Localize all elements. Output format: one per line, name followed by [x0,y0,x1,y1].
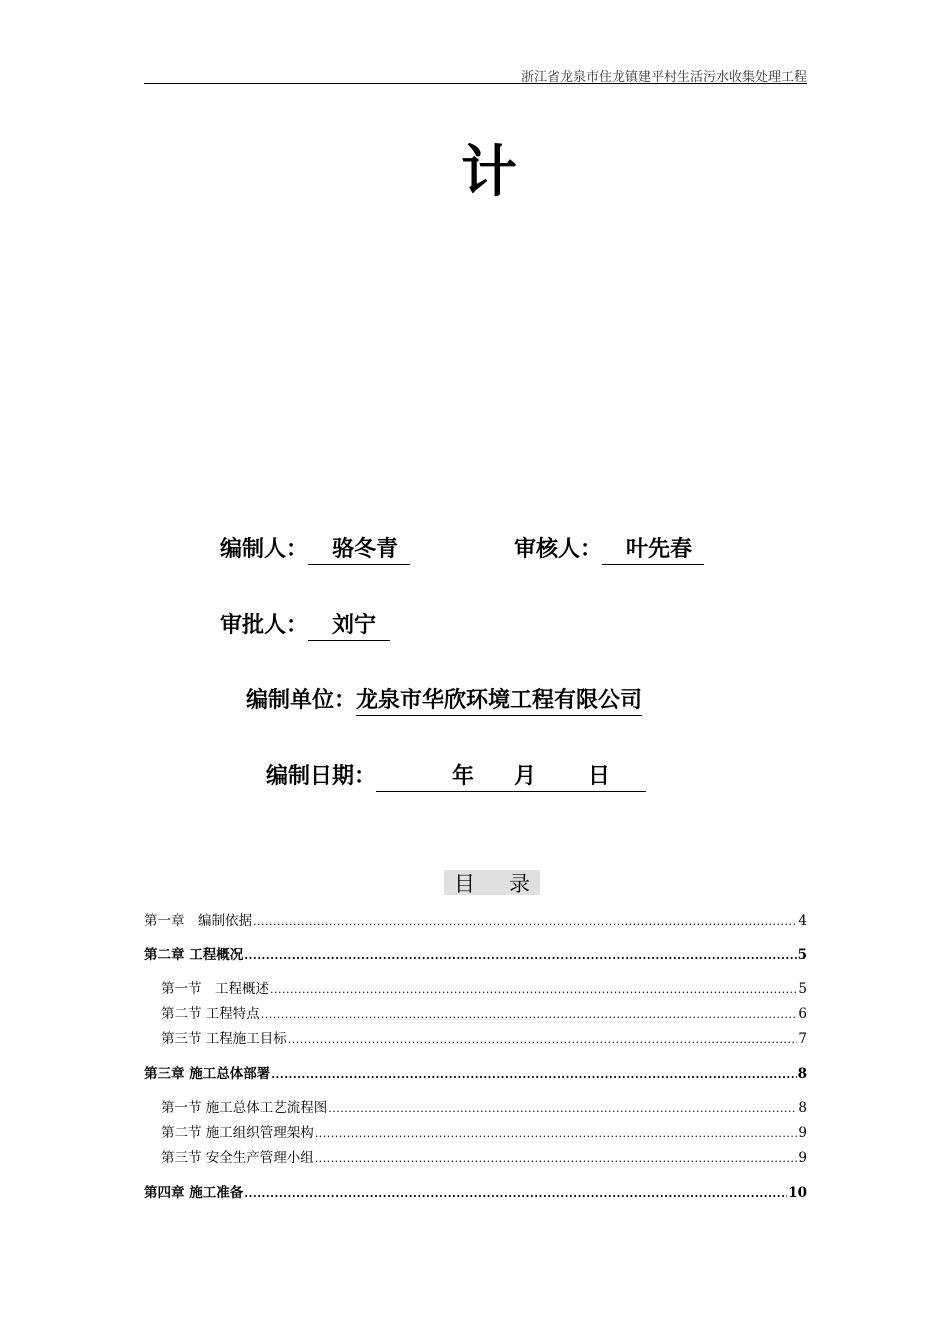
date-blanks [376,759,646,792]
page-header: 浙江省龙泉市住龙镇建平村生活污水收集处理工程 [520,70,807,85]
toc-entry-page: 6 [798,1006,807,1022]
toc-leader [288,1033,798,1046]
date-label: 编制日期： [266,764,377,789]
toc-entry[interactable] [161,1027,807,1047]
toc-entry-label: 第二节 工程特点 [161,1006,260,1022]
compiler-label: 编制人： [220,537,309,562]
toc-entry-page: 7 [798,1031,807,1047]
toc-entry[interactable] [161,1096,807,1116]
toc-entry-label: 第一章 编制依据 [144,913,252,929]
toc-leader [244,1187,787,1200]
toc-entry[interactable] [144,1181,807,1201]
approver-line [220,608,390,641]
unit-line [246,683,642,716]
toc-entry-page: 5 [798,981,807,997]
toc-entry-label: 第一节 施工总体工艺流程图 [161,1100,328,1116]
toc-title-left: 目 [454,871,475,896]
toc-leader [270,983,797,996]
toc-entry-page: 9 [798,1150,807,1166]
toc-entry-label: 第三节 工程施工目标 [161,1031,287,1047]
toc-title [444,870,540,895]
toc-leader [244,949,796,962]
toc-entry-page: 8 [797,1066,807,1082]
toc-entry-label: 第三章 施工总体部署 [144,1066,271,1082]
toc-leader [261,1008,798,1021]
reviewer-label: 审核人： [514,537,603,562]
unit-name: 龙泉市华欣环境工程有限公司 [356,683,642,716]
toc-entry-page: 8 [798,1100,807,1116]
toc-leader [328,1102,797,1115]
toc-leader [315,1127,798,1140]
toc-entry[interactable] [144,909,807,929]
header-divider [144,83,807,84]
unit-label: 编制单位： [246,688,357,713]
toc-entry-label: 第二章 工程概况 [144,947,244,963]
toc-title-right: 录 [509,871,530,896]
toc-entry-page: 4 [798,913,807,929]
toc-entry-label: 第三节 安全生产管理小组 [161,1150,314,1166]
toc-entry-label: 第四章 施工准备 [144,1185,244,1201]
toc-entry[interactable] [161,1002,807,1022]
date-month: 月 [514,764,537,789]
toc-entry[interactable] [161,977,807,997]
date-year: 年 [452,764,475,789]
cover-title: 计 [461,140,517,205]
toc-entry[interactable] [161,1121,807,1141]
date-line [266,759,646,792]
toc-entry[interactable] [161,1146,807,1166]
compiler-name: 骆冬青 [308,532,410,565]
toc-leader [315,1152,798,1165]
compiler-line [220,532,410,565]
toc-entry-page: 10 [788,1185,807,1201]
toc-entry-page: 9 [798,1125,807,1141]
toc-entry-label: 第一节 工程概述 [161,981,269,997]
toc-entry-page: 5 [797,947,807,963]
date-day: 日 [588,764,611,789]
toc-leader [271,1068,796,1081]
reviewer-name: 叶先春 [602,532,704,565]
reviewer-line [514,532,704,565]
toc-entry-label: 第二节 施工组织管理架构 [161,1125,314,1141]
toc-entry[interactable] [144,943,807,963]
approver-label: 审批人： [220,613,309,638]
toc-leader [253,915,797,928]
toc-entry[interactable] [144,1062,807,1082]
approver-name: 刘宁 [308,608,390,641]
